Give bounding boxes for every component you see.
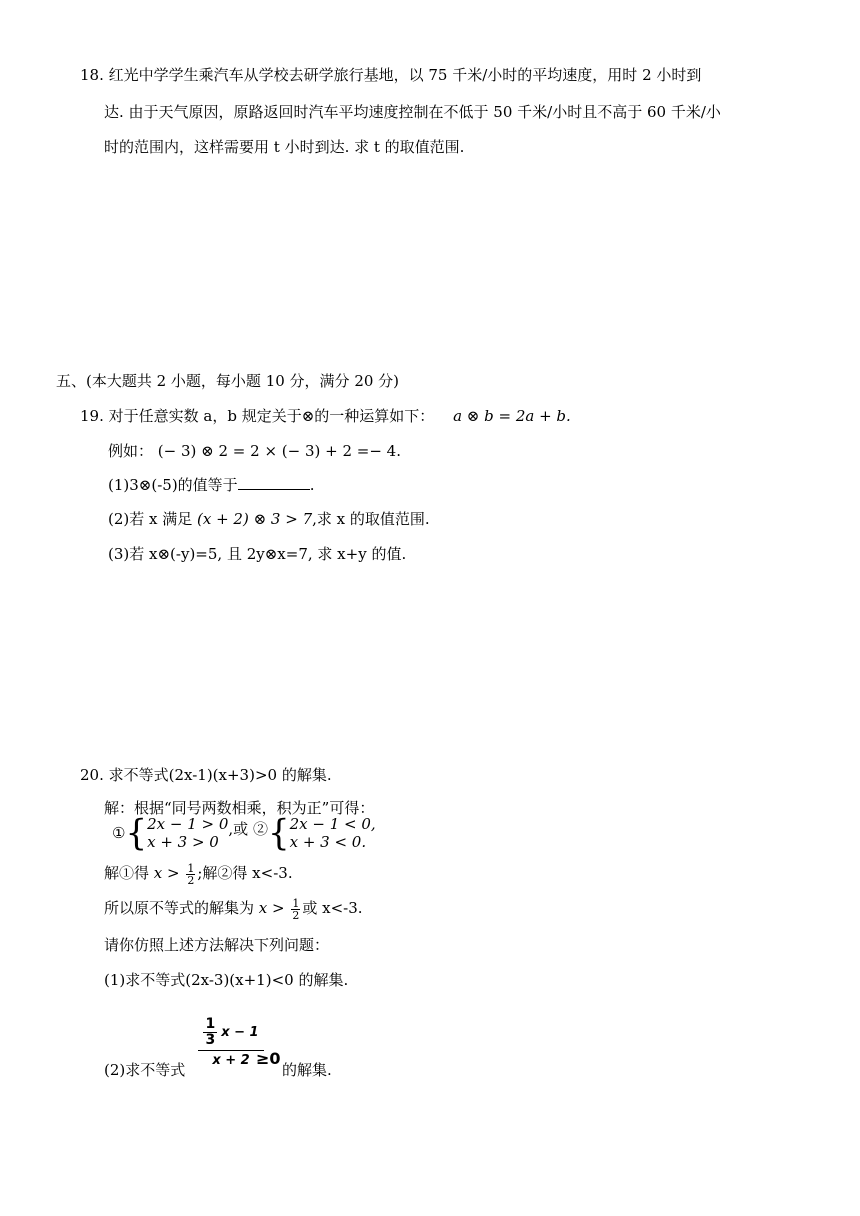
fraction-denominator: 2 — [292, 908, 300, 922]
q20-instruction: 请你仿照上述方法解决下列问题： — [104, 936, 330, 954]
q19-example-label: 例如： — [108, 442, 154, 460]
q19-intro-row — [80, 405, 571, 427]
q19-example-row — [108, 440, 401, 462]
q20-or: ,或 ② — [228, 820, 268, 838]
section-five-heading: 五、(本大题共 2 小题，每小题 10 分，满分 20 分) — [56, 372, 400, 390]
fraction-denominator: 2 — [187, 873, 195, 887]
brace-icon: { — [125, 812, 148, 854]
q20-result-prefix: 所以原不等式的解集为 — [104, 899, 259, 917]
q19-intro: 19. 对于任意实数 a，b 规定关于⊗的一种运算如下： — [80, 407, 435, 425]
q19-part1-text: (1)3⊗(-5)的值等于 — [108, 476, 238, 494]
fraction-denominator: 3 — [205, 1032, 216, 1048]
q19-part3: (3)若 x⊗(-y)=5, 且 2y⊗x=7, 求 x+y 的值. — [108, 545, 407, 563]
q20-part2-prefix: (2)求不等式 — [104, 1061, 186, 1079]
q18-line-3: 时的范围内，这样需要用 t 小时到达. 求 t 的取值范围. — [104, 138, 465, 156]
q19-part2-suffix: ,求 x 的取值范围. — [312, 510, 430, 528]
answer-blank[interactable] — [238, 475, 310, 490]
q19-part2-math: (x + 2) ⊗ 3 > 7 — [197, 510, 313, 528]
fraction-one-third — [203, 1017, 217, 1048]
q19-definition: a ⊗ b = 2a + b. — [453, 407, 571, 425]
q20-result-row — [104, 897, 363, 921]
q19-part1 — [108, 474, 314, 496]
q20-case1-line2: x + 3 > 0 — [147, 833, 219, 851]
fraction-numerator — [203, 1017, 258, 1048]
q19-part2-prefix: (2)若 x 满足 — [108, 510, 198, 528]
q20-part2-suffix: 的解集. — [282, 1061, 332, 1079]
q18-line-1: 18. 红光中学学生乘汽车从学校去研学旅行基地，以 75 千米/小时的平均速度，用时 2 小时到 — [80, 66, 702, 84]
q20-case2-line1: 2x − 1 < 0, — [289, 815, 376, 833]
fraction-bar — [198, 1050, 264, 1051]
q20-solve-row — [104, 862, 293, 886]
q19-part1-period: . — [309, 476, 315, 494]
q20-result-x: x > — [258, 899, 285, 917]
brace-icon: { — [267, 812, 290, 854]
q20-part2-num-rest: x − 1 — [221, 1025, 259, 1040]
q20-solve-prefix: 解①得 — [104, 864, 154, 882]
q20-case1-system — [147, 815, 228, 851]
q20-case-systems — [112, 812, 376, 854]
q18-line-2: 达. 由于天气原因，原路返回时汽车平均速度控制在不低于 50 千米/小时且不高于 60 千米/小 — [104, 103, 721, 121]
q20-intro: 20. 求不等式(2x-1)(x+3)>0 的解集. — [80, 766, 332, 784]
q20-case1-label: ① — [112, 824, 126, 842]
q19-example: (− 3) ⊗ 2 = 2 × (− 3) + 2 =− 4. — [157, 442, 401, 460]
q20-part2-fraction — [198, 1017, 264, 1068]
q20-result-suffix: 或 x<-3. — [302, 899, 363, 917]
q19-part2 — [108, 508, 430, 530]
fraction-one-half — [186, 863, 195, 886]
fraction-denominator: x + 2 — [212, 1053, 250, 1068]
q20-case1-line1: 2x − 1 > 0 — [147, 815, 229, 833]
q20-case2-line2: x + 3 < 0. — [289, 833, 367, 851]
q20-case2-system — [290, 815, 376, 851]
fraction-numerator: 1 — [292, 896, 300, 910]
q20-solution-intro: 解：根据“同号两数相乘，积为正”可得： — [104, 799, 375, 817]
fraction-one-half — [291, 898, 300, 921]
fraction-numerator: 1 — [187, 861, 195, 875]
q20-part2-relation: ≥0 — [256, 1049, 281, 1068]
q20-solve-x: x > — [153, 864, 180, 882]
q20-solve-suffix: ;解②得 x<-3. — [197, 864, 293, 882]
q20-part1: (1)求不等式(2x-3)(x+1)<0 的解集. — [104, 971, 349, 989]
fraction-numerator: 1 — [205, 1016, 216, 1032]
